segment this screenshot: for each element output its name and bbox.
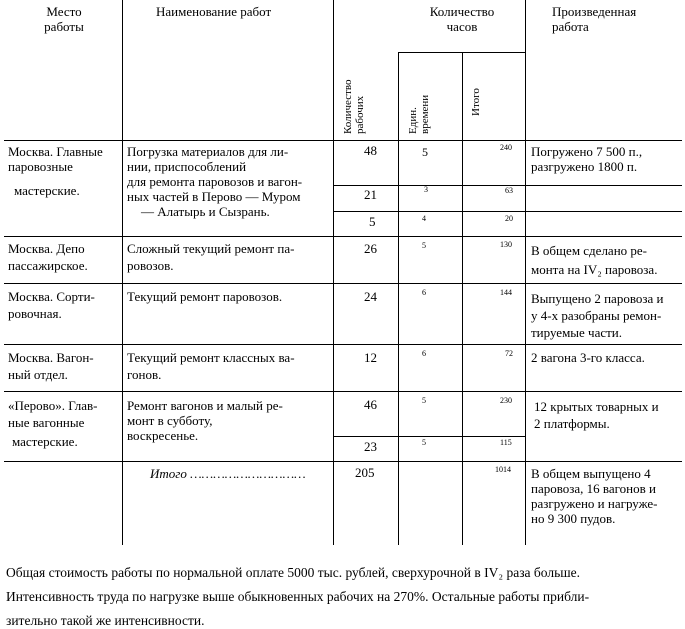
table-row-2-work bbox=[127, 241, 294, 273]
result-line: Выпущено 2 паровоза и bbox=[531, 291, 664, 306]
totals-result bbox=[531, 466, 658, 526]
table-row-2-place bbox=[8, 241, 88, 273]
header-hours-line: часов bbox=[446, 19, 478, 34]
table-row-2-result bbox=[531, 243, 657, 277]
row-5-unit-1: 5 bbox=[422, 396, 426, 405]
header-workers-line: рабочих bbox=[354, 95, 366, 134]
work-line: ровозов. bbox=[127, 258, 174, 273]
note-intensity: Интенсивность труда по нагрузке выше обыкновенных рабочих на 270%. Остальные работы прибли- bbox=[6, 589, 590, 604]
place-line: пассажирское. bbox=[8, 258, 88, 273]
table-row-3-place bbox=[8, 289, 95, 321]
place-line: «Перово». Глав- bbox=[8, 398, 98, 413]
row-4-total: 72 bbox=[505, 349, 513, 358]
row-5-unit-2: 5 bbox=[422, 438, 426, 447]
row-1-total-3: 20 bbox=[505, 214, 513, 223]
result-line: В общем сделано ре- bbox=[531, 243, 648, 258]
header-unit-time bbox=[407, 95, 431, 134]
table-row-3-result bbox=[531, 291, 664, 340]
work-line: нии, приспособлений bbox=[127, 159, 247, 174]
result-line: Погружено 7 500 п., bbox=[531, 144, 643, 159]
place-line: ные вагонные bbox=[8, 415, 85, 430]
header-place bbox=[14, 4, 114, 34]
header-done-line: работа bbox=[552, 19, 589, 34]
header-hours bbox=[412, 4, 512, 34]
header-place-line: Место bbox=[46, 4, 82, 19]
totals-workers: 205 bbox=[355, 465, 375, 480]
table-row-5-result bbox=[534, 399, 659, 431]
result-line: у 4-х разобраны ремон- bbox=[531, 308, 662, 323]
header-hours-line: Количество bbox=[429, 4, 495, 19]
header-place-line: работы bbox=[44, 19, 84, 34]
result-line: 12 крытых товарных и bbox=[534, 399, 659, 414]
place-line: паровозные bbox=[8, 159, 73, 174]
row-1-unit-2: 3 bbox=[424, 185, 428, 194]
row-2-workers: 26 bbox=[364, 241, 377, 256]
work-line: ных частей в Перово — Муром bbox=[127, 189, 301, 204]
row-3-unit: 6 bbox=[422, 288, 426, 297]
place-line: мастерские. bbox=[14, 183, 80, 198]
row-5-workers-2: 23 bbox=[364, 439, 377, 454]
table-row-5-work bbox=[127, 398, 283, 443]
row-2-total: 130 bbox=[500, 240, 512, 249]
row-1-total-2: 63 bbox=[505, 186, 513, 195]
result-line: В общем выпущено 4 bbox=[531, 466, 651, 481]
table-row-4-work bbox=[127, 350, 295, 382]
table-row-4-result bbox=[531, 350, 645, 365]
header-workers-count bbox=[342, 79, 366, 134]
result-line: монта на IV₂ паровоза. bbox=[531, 262, 658, 277]
result-line: 2 вагона 3-го класса. bbox=[531, 350, 645, 365]
place-line: мастерские. bbox=[12, 434, 78, 449]
header-total: Итого bbox=[470, 88, 482, 116]
result-line: тируемые части. bbox=[531, 325, 623, 340]
row-4-workers: 12 bbox=[364, 350, 377, 365]
work-line: Погрузка материалов для ли- bbox=[127, 144, 289, 159]
row-3-workers: 24 bbox=[364, 289, 377, 304]
result-line: но 9 300 пудов. bbox=[531, 511, 616, 526]
work-line: — Алатырь и Сызрань. bbox=[141, 204, 270, 219]
work-line: воскресенье. bbox=[127, 428, 199, 443]
table-row-1-result bbox=[531, 144, 642, 174]
row-4-unit: 6 bbox=[422, 349, 426, 358]
totals-total: 1014 bbox=[495, 465, 511, 474]
place-line: ный отдел. bbox=[8, 367, 68, 382]
work-line: для ремонта паровозов и вагон- bbox=[127, 174, 303, 189]
table-row-1-work bbox=[127, 144, 302, 219]
work-line: Текущий ремонт классных ва- bbox=[127, 350, 295, 365]
note-intensity-cont: зительно такой же интенсивности. bbox=[6, 613, 205, 628]
row-5-total-2: 115 bbox=[500, 438, 512, 447]
totals-label: Итого ………………………… bbox=[150, 466, 306, 481]
row-1-unit-1: 5 bbox=[422, 145, 428, 159]
table-row-1-place bbox=[8, 144, 103, 198]
work-line: Сложный текущий ремонт па- bbox=[127, 241, 295, 256]
work-line: монт в субботу, bbox=[127, 413, 213, 428]
place-line: Москва. Главные bbox=[8, 144, 103, 159]
row-5-workers-1: 46 bbox=[364, 397, 377, 412]
row-1-unit-3: 4 bbox=[422, 214, 426, 223]
place-line: Москва. Сорти- bbox=[8, 289, 95, 304]
table-row-3-work bbox=[127, 289, 282, 304]
result-line: разгружено 1800 п. bbox=[531, 159, 638, 174]
header-workers-line: Количество bbox=[342, 79, 354, 134]
place-line: Москва. Вагон- bbox=[8, 350, 94, 365]
table-row-5-place bbox=[8, 398, 97, 449]
work-line: Ремонт вагонов и малый ре- bbox=[127, 398, 283, 413]
result-line: 2 платформы. bbox=[534, 416, 610, 431]
row-2-unit: 5 bbox=[422, 241, 426, 250]
result-line: разгружено и нагруже- bbox=[531, 496, 658, 511]
work-line: гонов. bbox=[127, 367, 162, 382]
note-cost: Общая стоимость работы по нормальной оплате 5000 тыс. рублей, сверхурочной в IV₂ раза больше. bbox=[6, 565, 580, 580]
header-done bbox=[552, 4, 636, 34]
header-work-name: Наименование работ bbox=[156, 4, 272, 19]
header-unit-line: Един. bbox=[407, 107, 419, 134]
header-done-line: Произведенная bbox=[552, 4, 637, 19]
row-1-workers-3: 5 bbox=[369, 214, 376, 229]
table-row-4-place bbox=[8, 350, 94, 382]
row-1-total-1: 240 bbox=[500, 143, 512, 152]
row-5-total-1: 230 bbox=[500, 396, 512, 405]
place-line: Москва. Депо bbox=[8, 241, 85, 256]
row-1-workers-2: 21 bbox=[364, 187, 377, 202]
row-1-workers-1: 48 bbox=[364, 143, 377, 158]
result-line: паровоза, 16 вагонов и bbox=[531, 481, 656, 496]
row-3-total: 144 bbox=[500, 288, 512, 297]
work-line: Текущий ремонт паровозов. bbox=[127, 289, 283, 304]
header-unit-line: времени bbox=[419, 94, 431, 134]
place-line: ровочная. bbox=[8, 306, 62, 321]
